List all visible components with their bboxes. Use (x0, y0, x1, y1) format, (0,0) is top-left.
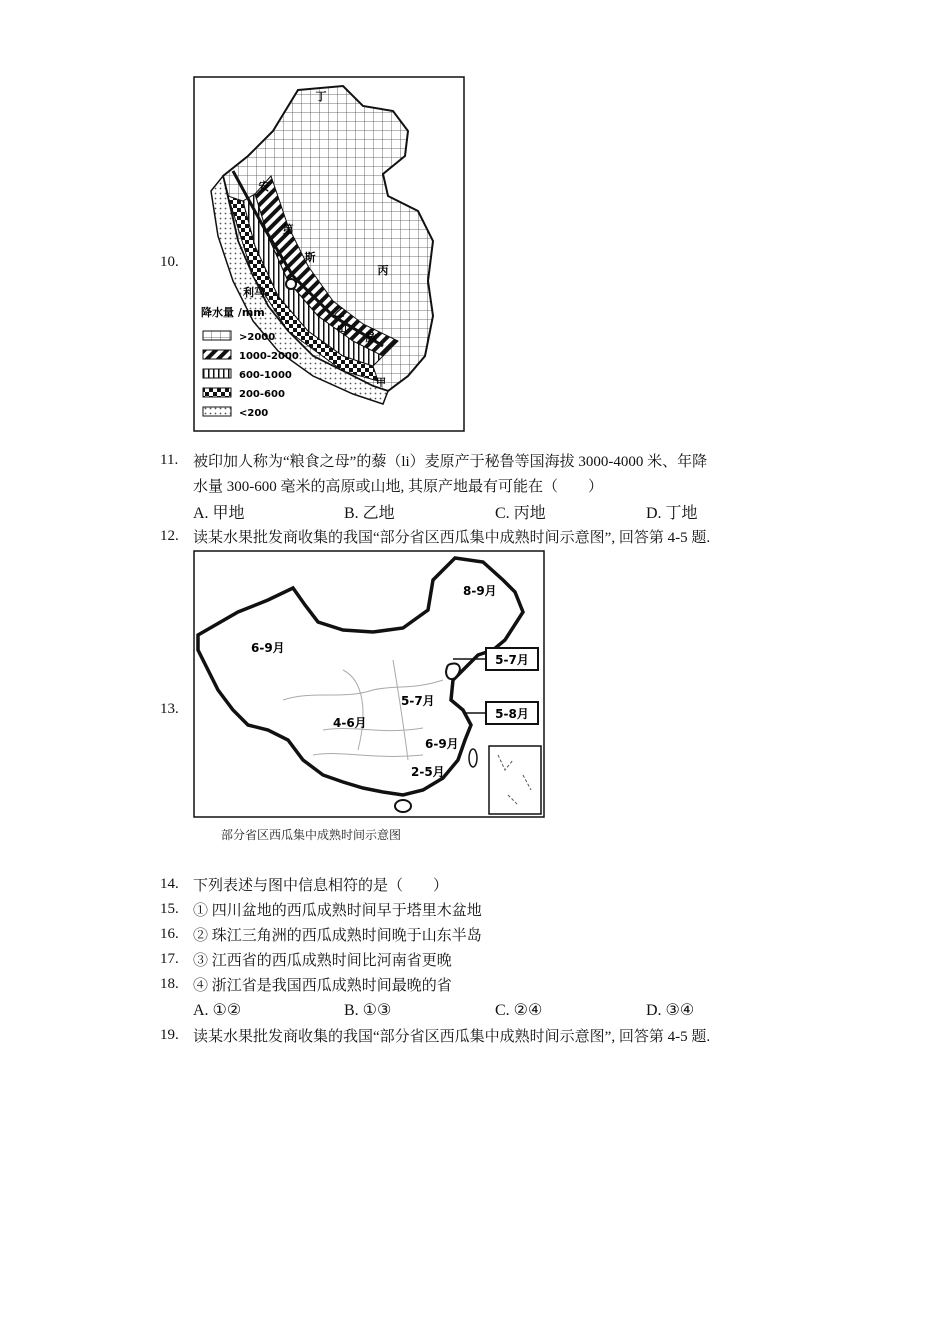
question-11-text-line2: 水量 300-600 毫米的高原或山地, 其原产地最有可能在（ ） (193, 479, 603, 495)
legend-item-3: 600-1000 (239, 370, 292, 381)
label-central: 5-7月 (401, 694, 435, 708)
label-boxed-east: 5-8月 (495, 707, 529, 721)
statement-4: ④ 浙江省是我国西瓜成熟时间最晚的省 (193, 978, 452, 994)
option-b: B. 乙地 (344, 505, 395, 522)
question-number-11: 11. (160, 452, 179, 468)
legend-title: 降水量 /mm (201, 306, 265, 319)
option-d: D. ③④ (646, 1002, 695, 1019)
map-place-bing: 丙 (377, 264, 389, 277)
map-place-ding: 丁 (315, 90, 327, 103)
option-d: D. 丁地 (646, 505, 698, 522)
map-place-mai: 脉 (365, 331, 377, 344)
question-number-19: 19. (160, 1027, 179, 1043)
question-number-14: 14. (160, 876, 179, 892)
map-city-lima: 利马 (243, 286, 265, 299)
legend-item-5: <200 (239, 408, 269, 419)
peru-precipitation-map (193, 76, 465, 432)
china-watermelon-map (193, 550, 545, 818)
question-19-text: 读某水果批发商收集的我国“部分省区西瓜集中成熟时间示意图”, 回答第 4-5 题. (193, 1029, 711, 1045)
question-number-13: 13. (160, 701, 179, 717)
label-southeast: 6-9月 (425, 737, 459, 751)
legend-item-2: 1000-2000 (239, 351, 299, 362)
label-northeast: 8-9月 (463, 584, 497, 598)
option-c: C. ②④ (495, 1002, 543, 1019)
question-number-17: 17. (160, 951, 179, 967)
legend-item-1: >2000 (239, 332, 276, 343)
option-a: A. ①② (193, 1002, 242, 1019)
label-south: 2-5月 (411, 765, 445, 779)
legend-item-4: 200-600 (239, 389, 285, 400)
question-14-text: 下列表述与图中信息相符的是（ ） (193, 878, 449, 894)
statement-3: ③ 江西省的西瓜成熟时间比河南省更晚 (193, 953, 452, 969)
map-caption: 部分省区西瓜集中成熟时间示意图 (221, 828, 402, 842)
map-place-an: 安 (258, 180, 270, 193)
question-12-text: 读某水果批发商收集的我国“部分省区西瓜集中成熟时间示意图”, 回答第 4-5 题. (193, 530, 711, 546)
question-number-10: 10. (160, 254, 179, 270)
statement-1: ① 四川盆地的西瓜成熟时间早于塔里木盆地 (193, 903, 482, 919)
question-number-18: 18. (160, 976, 179, 992)
question-number-15: 15. (160, 901, 179, 917)
question-11-text-line1: 被印加人称为“粮食之母”的藜（li）麦原产于秘鲁等国海拔 3000-4000 米、年降 (193, 454, 708, 470)
statement-2: ② 珠江三角洲的西瓜成熟时间晚于山东半岛 (193, 928, 482, 944)
map-place-shan: 山 (337, 324, 347, 335)
option-b: B. ①③ (344, 1002, 392, 1019)
option-a: A. 甲地 (193, 505, 245, 522)
label-northwest: 6-9月 (251, 641, 285, 655)
map-place-yi: 乙 (333, 306, 345, 319)
question-number-12: 12. (160, 528, 179, 544)
map-place-si: 斯 (304, 251, 316, 264)
label-boxed-north: 5-7月 (495, 653, 529, 667)
map-place-di: 第 (282, 223, 294, 236)
map-place-jia: 甲 (376, 378, 386, 389)
option-c: C. 丙地 (495, 505, 546, 522)
question-number-16: 16. (160, 926, 179, 942)
label-southwest: 4-6月 (333, 716, 367, 730)
